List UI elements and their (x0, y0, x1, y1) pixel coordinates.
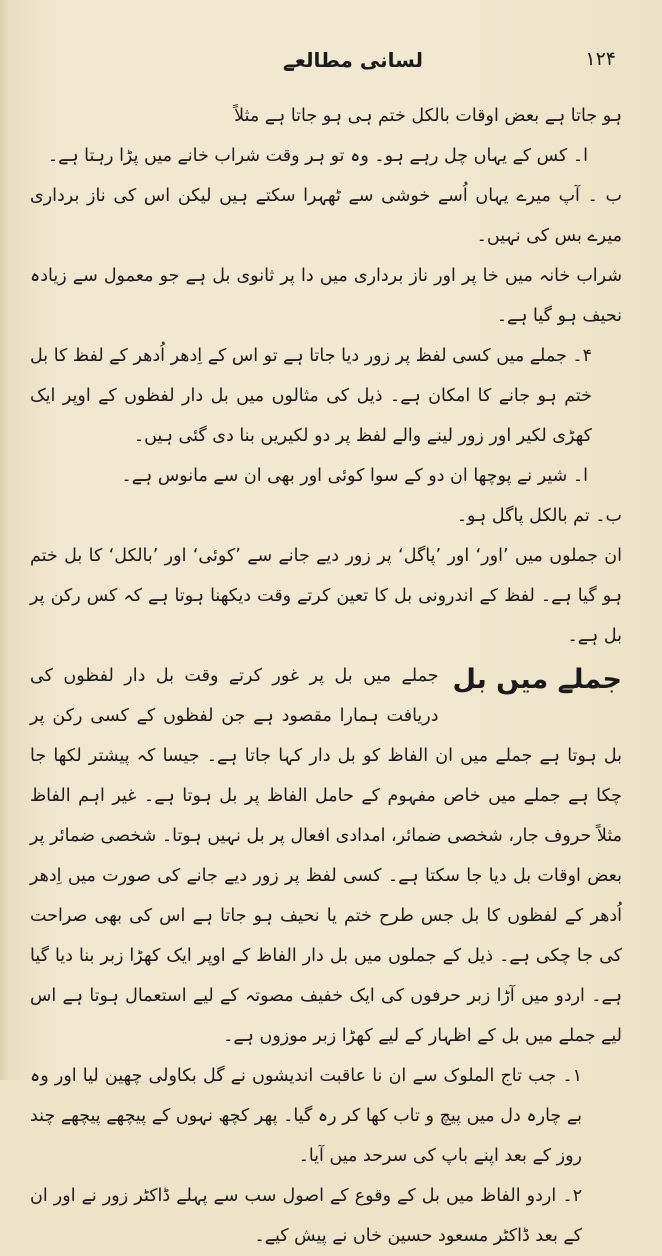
paragraph: شراب خانہ میں خا پر اور ناز برداری میں دا پر ثانوی بل ہے جو معمول سے زیادہ نحیف ہو گیا ہے۔ (30, 266, 622, 326)
example-line: ا۔ کس کے یہاں چل رہے ہو۔ وہ تو ہر وقت شراب خانے میں پڑا رہتا ہے۔ (47, 146, 588, 166)
numbered-example: ۱۔ جب تاج الملوک سے ان نا عاقبت اندیشوں نے گل بکاولی چھین لیا اور وہ بے چارہ دل میں پیچ و تاب کھا کر رہ گیا۔ پھر کچھ نہوں کے پیچھے پیچھے چند روز کے بعد اپنے باپ کی سرحد میں آیا۔ (30, 1066, 582, 1166)
example-line: ب ۔ آپ میرے یہاں اُسے خوشی سے ٹھہرا سکتے ہیں لیکن اس کی ناز برداری میرے بس کی نہیں۔ (30, 186, 622, 246)
paragraph: ۴۔ جملے میں کسی لفظ پر زور دیا جاتا ہے تو اس کے اِدھر اُدھر کے لفظ کا بل ختم ہو جانے کا امکان ہے۔ ذیل کی مثالوں میں بل دار لفظوں کے اوپر ایک کھڑی لکیر اور زور لینے والے لفظ پر دو لکیریں بنا دی گئی ہیں۔ (30, 346, 592, 446)
paragraph-with-subheading (30, 656, 622, 1056)
example-line: ا۔ شیر نے پوچھا ان دو کے سوا کوئی اور بھی ان سے مانوس ہے۔ (121, 466, 588, 486)
running-title: لسانی مطالعے (283, 48, 423, 72)
paragraph: ہو جاتا ہے بعض اوقات بالکل ختم ہی ہو جاتا ہے مثلاً (234, 106, 622, 126)
body-text (30, 96, 622, 1246)
numbered-example: ۲۔ اردو الفاظ میں بل کے وقوع کے اصول سب سے پہلے ڈاکٹر زور نے اور ان کے بعد ڈاکٹر مسعود حسین خاں نے پیش کیے۔ (30, 1186, 582, 1246)
example-line: ب۔ تم بالکل پاگل ہو۔ (456, 506, 622, 526)
section-subheading: جملے میں بل (452, 664, 622, 695)
paragraph-text: جملے میں بل پر غور کرتے وقت بل دار لفظوں کی دریافت ہمارا مقصود ہے جن لفظوں کے کسی رکن پر بل ہوتا ہے جملے میں ان الفاظ کو بل دار کہا جاتا ہے۔ جیسا کہ پیشتر لکھا جا چکا ہے جملے میں خاص مفہوم کے حامل الفاظ پر بل ہوتا ہے۔ غیر اہم الفاظ مثلاً حروف جار، شخصی ضمائر، امدادی افعال پر بل نہیں ہوتا۔ شخصی ضمائر پر بعض اوقات بل دیا جا سکتا ہے۔ کسی لفظ پر زور دیے جانے کی صورت میں اِدھر اُدھر کے لفظوں کا بل جس طرح ختم یا نحیف ہو جاتا ہے اس کی بھی صراحت کی جا چکی ہے۔ ذیل کے جملوں میں بل دار الفاظ کے اوپر ایک کھڑا زبر بنا دیا گیا ہے۔ اردو میں آڑا زبر حرفوں کی ایک خفیف مصوتہ کے لیے استعمال ہوتا ہے اس لیے جملے میں بل کے اظہار کے لیے کھڑا زبر موزوں ہے۔ (30, 666, 622, 1046)
paragraph: ان جملوں میں ’اور‘ اور ’پاگل‘ پر زور دیے جانے سے ’کوئی‘ اور ’بالکل‘ کا بل ختم ہو گیا ہے۔ لفظ کے اندرونی بل کا تعین کرتے وقت دیکھنا ہوتا ہے کہ کس رکن پر بل ہے۔ (30, 546, 622, 646)
page-header (90, 48, 616, 78)
page-number: ۱۲۴ (585, 48, 616, 70)
